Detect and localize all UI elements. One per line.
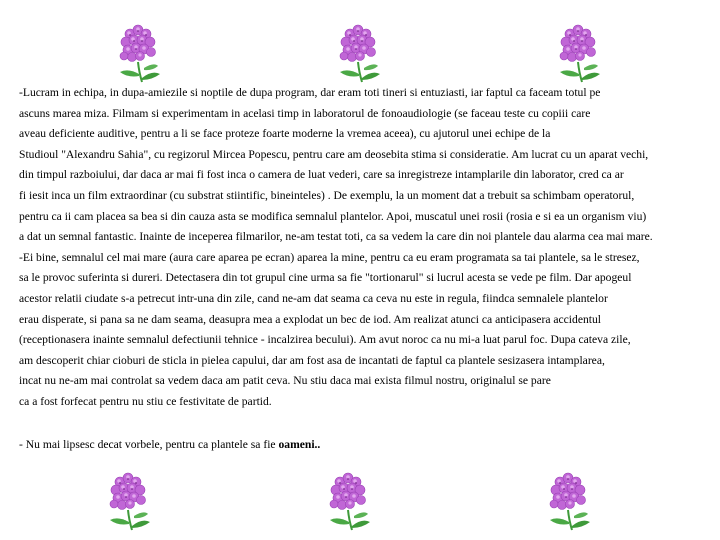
text-line: aveau deficiente auditive, pentru a li se face proteze foarte moderne la vremea aceea), cu ajutorul unei echipe de la xyxy=(19,127,551,141)
text-line: -Ei bine, semnalul cel mai mare (aura care aparea pe ecran) aparea la mine, pentru ca eu eram programata sa tai plantele, sa le stresez, xyxy=(19,250,640,264)
text-line: a dat un semnal fantastic. Inainte de inceperea filmarilor, ne-am testat toti, ca sa vedem la care din noi plantele dau alarma cea mai mare. xyxy=(19,230,653,244)
closing-line-text: - Nu mai lipsesc decat vorbele, pentru ca plantele sa fie xyxy=(19,438,279,451)
text-line: pentru ca ii cam placea sa bea si din cauza asta se modifica semnalul plantelor. Apoi, muscatul unei rosii (rosia e si ea un organism viu) xyxy=(19,209,647,223)
closing-line-emphasis: oameni.. xyxy=(278,438,321,451)
flower-icon xyxy=(538,470,598,534)
text-line: (receptionasera inainte semnalul defectiunii tehnice - incalzirea becului). Am avut noroc ca nu mi-a luat parul foc. Dupa cateva zile, xyxy=(19,333,631,347)
flower-icon xyxy=(318,470,378,534)
text-line: acestor relatii ciudate s-a petrecut intr-una din zile, cand ne-am dat seama ca ceva nu este in regula, fiindca semnalele plantelor xyxy=(19,292,608,305)
flower-icon xyxy=(548,22,608,86)
text-line: ca a fost forfecat pentru nu stiu ce festivitate de partid. xyxy=(19,395,272,408)
text-line: incat nu ne-am mai controlat sa vedem daca am patit ceva. Nu stiu daca mai exista filmul nostru, originalul se pare xyxy=(19,374,551,388)
text-line: am descoperit chiar cioburi de sticla in pielea capului, dar am fost asa de incantati de faptul ca plantele sesizasera intamplarea, xyxy=(19,353,605,367)
flower-icon xyxy=(98,470,158,534)
text-line: din timpul razboiului, dar daca ar mai fi fost inca o camera de luat vederi, care sa inregistreze intamplarile din laborator, cred ca ar xyxy=(19,168,624,182)
closing-line xyxy=(19,438,320,452)
text-line: fi iesit inca un film extraordinar (cu substrat stiintific, bineinteles) . De exemplu, la un moment dat a trebuit sa schimbam operatorul, xyxy=(19,189,635,202)
text-line: Studioul "Alexandru Sahia", cu regizorul Mircea Popescu, pentru care am deosebita stima si consideratie. Am lucrat cu un aparat vechi, xyxy=(19,147,649,161)
text-line: erau disperate, si pana sa ne dam seama, deasupra mea a explodat un bec de iod. Am realizat atunci ca anticipasera accidentul xyxy=(19,312,601,326)
text-line: -Lucram in echipa, in dupa-amiezile si noptile de dupa program, dar eram toti tineri si entuziasti, iar faptul ca faceam totul pe xyxy=(19,86,601,99)
flower-icon xyxy=(108,22,168,86)
flower-icon xyxy=(328,22,388,86)
text-line: ascuns marea miza. Filmam si experimentam in acelasi timp in laboratorul de fonoaudiologie (se faceau teste cu copiii care xyxy=(19,106,591,120)
text-line: sa le provoc suferinta si dureri. Detectasera din tot grupul cine urma sa fie "tortionarul" si lucrul acesta se vede pe film. Dar apogeul xyxy=(19,271,632,285)
